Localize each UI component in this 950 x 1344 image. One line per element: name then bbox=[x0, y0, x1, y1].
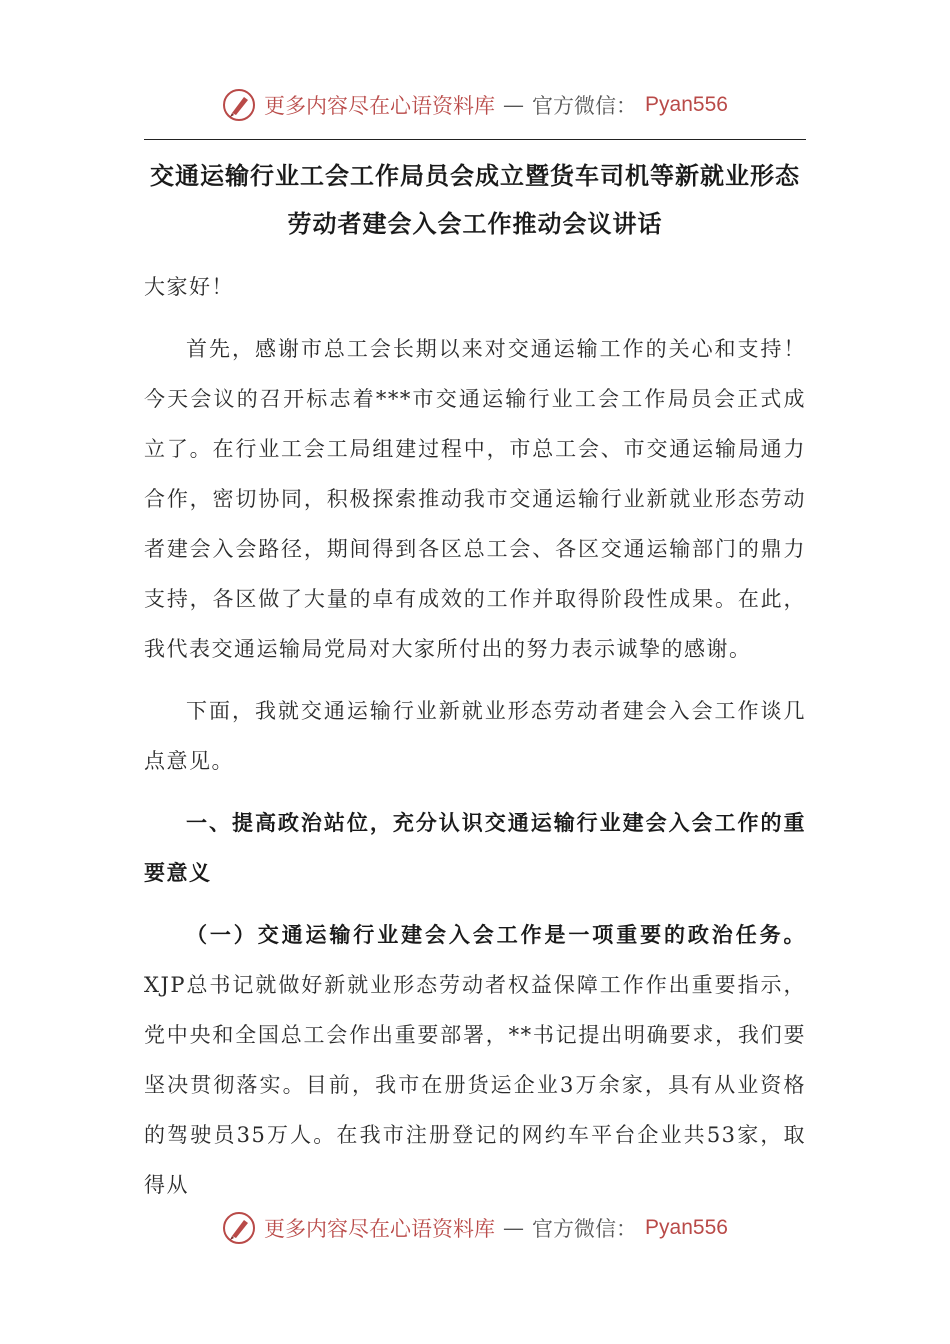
banner-contact-label: 官方微信： bbox=[532, 1217, 638, 1241]
banner-contact-id: Pyan556 bbox=[645, 93, 728, 116]
banner-separator: — bbox=[503, 93, 525, 117]
greeting: 大家好！ bbox=[144, 275, 234, 299]
banner-separator: — bbox=[503, 1216, 525, 1240]
subsection-text: XJP总书记就做好新就业形态劳动者权益保障工作作出重要指示，党中央和全国总工会作出重要部署，**书记提出明确要求，我们要坚决贯彻落实。目前，我市在册货运企业3万余家，具有从业资格的驾驶员35万人。在我市注册登记的网约车平台企业共53家，取得从 bbox=[144, 973, 806, 1197]
footer-banner bbox=[0, 1211, 950, 1245]
section-heading: 一、提高政治站位，充分认识交通运输行业建会入会工作的重要意义 bbox=[144, 810, 806, 885]
subsection-heading: （一）交通运输行业建会入会工作是一项重要的政治任务。 bbox=[186, 922, 806, 947]
banner-text: 更多内容尽在心语资料库 bbox=[264, 94, 496, 118]
body-paragraph: 首先，感谢市总工会长期以来对交通运输工作的关心和支持！今天会议的召开标志着***市交通运输行业工会工作局员会正式成立了。在行业工会工局组建过程中，市总工会、市交通运输局通力合作，密切协同，积极探索推动我市交通运输行业新就业形态劳动者建会入会路径，期间得到各区总工会、各区交通运输部门的鼎力支持，各区做了大量的卓有成效的工作并取得阶段性成果。在此，我代表交通运输局党局对大家所付出的努力表示诚挚的感谢。 bbox=[144, 337, 806, 661]
header-divider bbox=[144, 139, 806, 140]
document-title: 交通运输行业工会工作局员会成立暨货车司机等新就业形态劳动者建会入会工作推动会议讲话 bbox=[150, 161, 800, 238]
subsection-paragraph bbox=[144, 910, 806, 1210]
banner-text: 更多内容尽在心语资料库 bbox=[264, 1217, 496, 1241]
pen-logo-icon bbox=[222, 1211, 256, 1245]
banner-contact-id: Pyan556 bbox=[645, 1216, 728, 1239]
banner-contact-label: 官方微信： bbox=[532, 94, 638, 118]
header-banner bbox=[0, 88, 950, 122]
body-paragraph: 下面，我就交通运输行业新就业形态劳动者建会入会工作谈几点意见。 bbox=[144, 699, 806, 773]
document-body bbox=[144, 262, 806, 1210]
pen-logo-icon bbox=[222, 88, 256, 122]
